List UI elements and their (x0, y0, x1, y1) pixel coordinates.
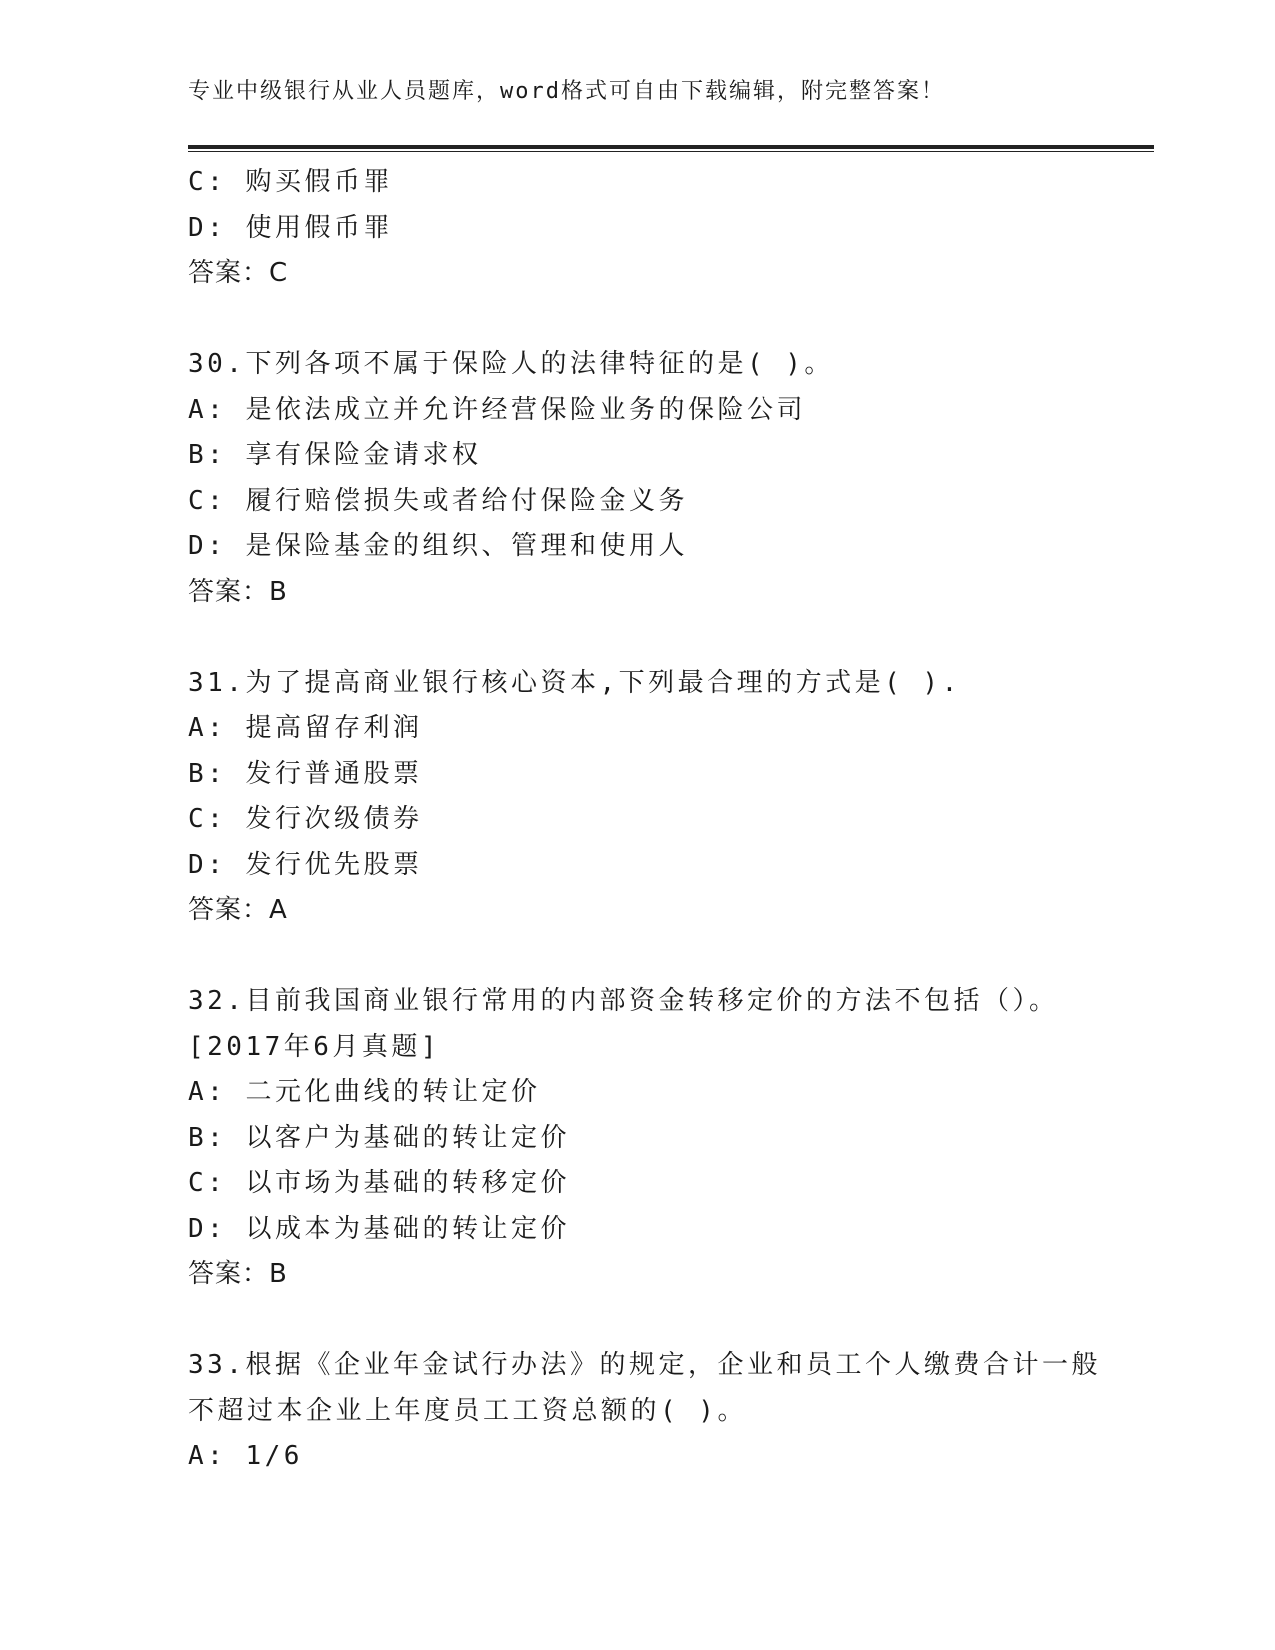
option-d: D: 发行优先股票 (188, 849, 423, 880)
question-stem-continued: [2017年6月真题] (188, 1031, 441, 1062)
option-d: D: 是保险基金的组织、管理和使用人 (188, 531, 688, 561)
question-stem: 30.下列各项不属于保险人的法律特征的是( )。 (188, 349, 834, 379)
option-b: B: 发行普通股票 (188, 758, 423, 789)
option-a: A: 是依法成立并允许经营保险业务的保险公司 (188, 394, 806, 425)
question-list (188, 160, 1148, 1480)
option-c: C: 购买假币罪 (188, 167, 393, 197)
option-c: C: 履行赔偿损失或者给付保险金义务 (188, 485, 688, 516)
question-stem: 32.目前我国商业银行常用的内部资金转移定价的方法不包括（）。 (188, 986, 1059, 1016)
answer-line: 答案：B (188, 576, 288, 607)
option-a: A: 提高留存利润 (188, 713, 423, 743)
header-rule-thick (188, 145, 1154, 149)
option-d: D: 使用假币罪 (188, 212, 393, 243)
page-header: 专业中级银行从业人员题库，word格式可自由下载编辑，附完整答案！ (188, 79, 945, 104)
question-stem: 31.为了提高商业银行核心资本,下列最合理的方式是( ). (188, 667, 961, 698)
option-a: A: 1/6 (188, 1441, 303, 1471)
option-c: C: 以市场为基础的转移定价 (188, 1168, 570, 1198)
answer-line: 答案：B (188, 1259, 288, 1289)
answer-line: 答案：C (188, 258, 289, 288)
option-d: D: 以成本为基础的转让定价 (188, 1213, 570, 1244)
header-rule-thin (188, 151, 1154, 152)
answer-line: 答案：A (188, 895, 288, 925)
option-a: A: 二元化曲线的转让定价 (188, 1077, 541, 1107)
option-b: B: 以客户为基础的转让定价 (188, 1122, 570, 1153)
option-c: C: 发行次级债券 (188, 804, 423, 834)
question-stem-continued: 不超过本企业上年度员工工资总额的( )。 (188, 1395, 747, 1426)
question-stem: 33.根据《企业年金试行办法》的规定，企业和员工个人缴费合计一般 (188, 1350, 1101, 1380)
option-b: B: 享有保险金请求权 (188, 440, 482, 470)
